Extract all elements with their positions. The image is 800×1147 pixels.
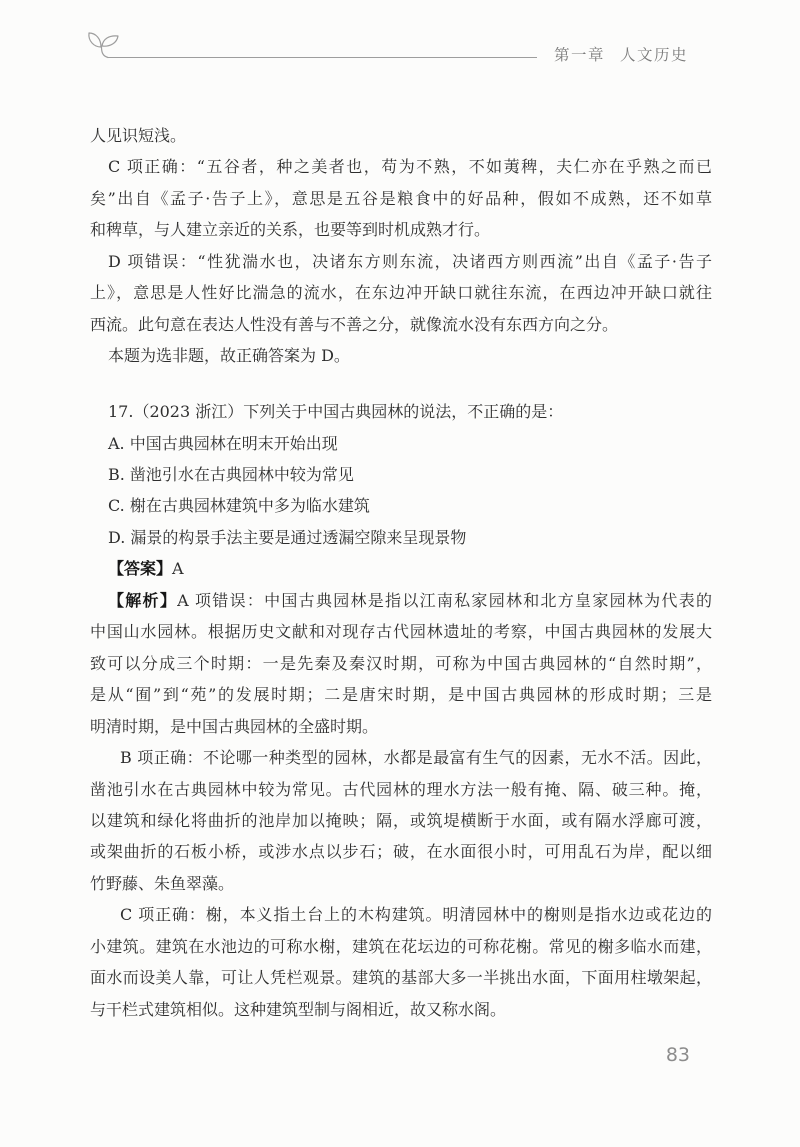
header-decoration xyxy=(0,0,800,80)
text-line: 小建筑。建筑在水池边的可称水榭，建筑在花坛边的可称花榭。常见的榭多临水而建， xyxy=(90,936,712,956)
previous-option-c-explanation xyxy=(90,151,712,245)
answer-block xyxy=(90,553,712,584)
question-17 xyxy=(90,396,712,553)
option-c: C. 榭在古典园林建筑中多为临水建筑 xyxy=(108,496,370,516)
previous-explanation-tail xyxy=(90,120,712,151)
text-line: 致可以分成三个时期：一是先秦及秦汉时期，可称为中国古典园林的“自然时期”， xyxy=(90,653,712,673)
text-line: 人见识短浅。 xyxy=(90,126,187,145)
option-a: A. 中国古典园林在明末开始出现 xyxy=(108,433,338,453)
analysis-option-b xyxy=(90,742,712,899)
text-line: 中国山水园林。根据历史文献和对现存古代园林遗址的考察，中国古典园林的发展大 xyxy=(90,622,712,642)
answer-value: A xyxy=(172,559,184,579)
text-line: 以建筑和绿化将曲折的池岸加以掩映；隔，或筑堤横断于水面，或有隔水浮廊可渡， xyxy=(90,811,712,831)
sprout-left-leaf xyxy=(89,33,101,47)
text-line xyxy=(90,585,712,616)
analysis-label: 【解析】 xyxy=(108,590,178,610)
option-d: D. 漏景的构景手法主要是通过透漏空隙来呈现景物 xyxy=(108,527,467,547)
text-line: 凿池引水在古典园林中较为常见。古代园林的理水方法一般有掩、隔、破三种。掩， xyxy=(90,779,712,799)
text-line: 明清时期，是中国古典园林的全盛时期。 xyxy=(90,716,379,736)
analysis-option-c xyxy=(90,899,712,1025)
analysis-text: A 项错误：中国古典园林是指以江南私家园林和北方皇家园林为代表的 xyxy=(177,590,712,610)
text-line: 矣”出自《孟子·告子上》，意思是五谷是粮食中的好品种，假如不成熟，还不如草 xyxy=(90,188,712,208)
text-line: 或架曲折的石板小桥，或涉水点以步石；破，在水面很小时，可用乱石为岸，配以细 xyxy=(90,842,712,862)
text-line: C 项正确：榭，本义指土台上的木构建筑。明清园林中的榭则是指水边或花边的 xyxy=(120,905,712,925)
page-number: 83 xyxy=(665,1044,690,1066)
text-line: 面水而设美人靠，可让人凭栏观景。建筑的基部大多一半挑出水面，下面用柱墩架起， xyxy=(90,968,712,988)
sprout-right-leaf xyxy=(102,36,118,46)
previous-conclusion xyxy=(90,340,712,371)
sprout-icon xyxy=(89,33,118,58)
analysis-option-a xyxy=(90,585,712,742)
text-line: 竹野藤、朱鱼翠藻。 xyxy=(90,873,235,893)
chapter-number: 第一章 xyxy=(554,46,606,64)
text-line: 与干栏式建筑相似。这种建筑型制与阁相近，故又称水阁。 xyxy=(90,999,507,1019)
running-header xyxy=(554,44,688,66)
answer-label: 【答案】 xyxy=(108,559,173,579)
text-line: D 项错误：“性犹湍水也，决诸东方则东流，决诸西方则西流”出自《孟子·告子 xyxy=(108,251,712,271)
text-line: 西流。此句意在表达人性没有善与不善之分，就像流水没有东西方向之分。 xyxy=(90,314,619,334)
sprout-stem xyxy=(102,47,109,58)
text-line: C 项正确：“五谷者，种之美者也，苟为不熟，不如荑稗，夫仁亦在乎熟之而已 xyxy=(108,157,712,177)
answer-line xyxy=(90,553,712,584)
page-body xyxy=(90,120,712,1025)
previous-option-d-explanation xyxy=(90,246,712,340)
question-stem: 17.（2023 浙江）下列关于中国古典园林的说法，不正确的是： xyxy=(108,402,564,422)
text-line: B 项正确：不论哪一种类型的园林，水都是最富有生气的因素，无水不活。因此， xyxy=(120,748,712,768)
option-b: B. 凿池引水在古典园林中较为常见 xyxy=(108,465,354,485)
text-line: 本题为选非题，故正确答案为 D。 xyxy=(108,346,350,366)
text-line: 是从“囿”到“苑”的发展时期；二是唐宋时期，是中国古典园林的形成时期；三是 xyxy=(90,685,712,705)
text-line: 和稗草，与人建立亲近的关系，也要等到时机成熟才行。 xyxy=(90,220,491,240)
text-line: 上》，意思是人性好比湍急的流水，在东边冲开缺口就往东流，在西边冲开缺口就往 xyxy=(90,283,712,303)
chapter-title: 人文历史 xyxy=(620,46,689,64)
